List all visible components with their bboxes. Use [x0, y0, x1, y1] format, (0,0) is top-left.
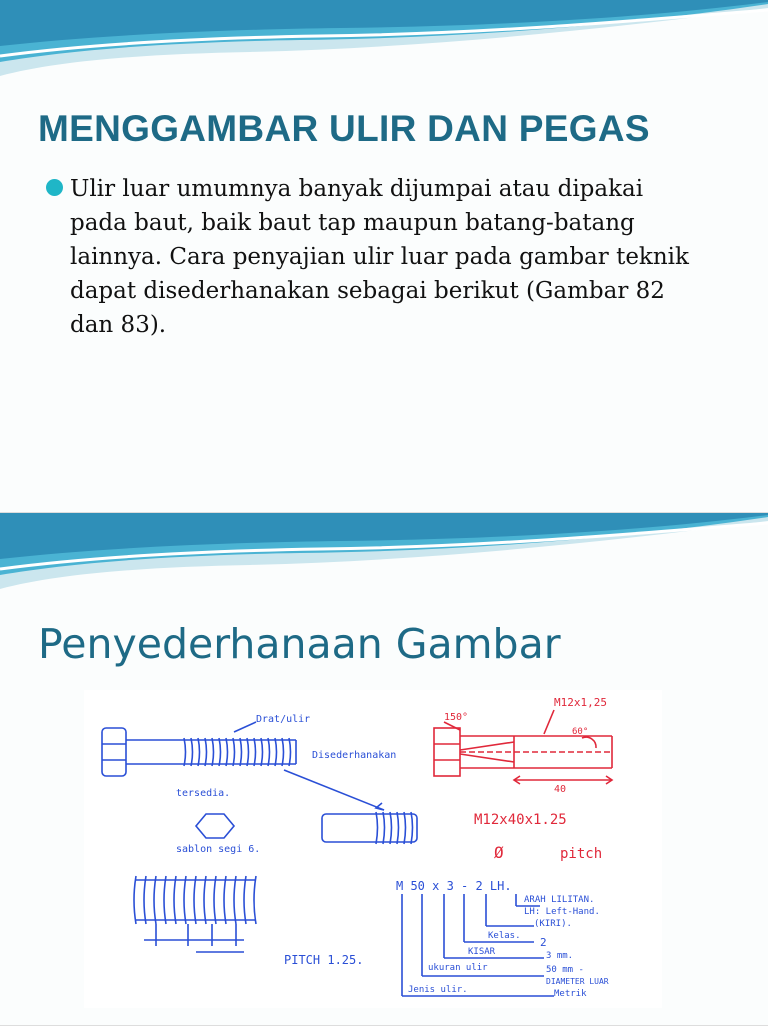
bullet-line-3: lainnya. Cara penyajian ulir luar pada gambar teknik	[70, 244, 689, 270]
dim-40: 40	[554, 784, 567, 795]
ukuran-value-2: DIAMETER LUAR	[546, 977, 609, 986]
dim-60: 60°	[572, 727, 589, 737]
arah-line-3: (KIRI).	[534, 919, 572, 929]
thread-code: M 50 x 3 - 2 LH.	[396, 879, 512, 893]
bullet-line-1: Ulir luar umumnya banyak dijumpai atau dipakai	[70, 176, 644, 202]
label-phi: Ø	[494, 843, 504, 862]
header-wave-decoration	[0, 513, 768, 603]
jenis-value: Metrik	[554, 989, 587, 999]
bullet-dot-icon	[46, 179, 63, 196]
label-jenis: Jenis ulir.	[408, 985, 468, 995]
bolt-drawing	[102, 722, 384, 810]
label-drat: Drat/ulir	[256, 714, 311, 725]
thread-sketch-figure	[84, 690, 662, 1008]
pitch-note: PITCH 1.25.	[284, 953, 364, 967]
bolt-spec: M12x40x1.25	[474, 812, 567, 828]
slide-title: MENGGAMBAR ULIR DAN PEGAS	[38, 108, 650, 149]
bullet-line-5: dan 83).	[70, 312, 167, 338]
label-ukuran: ukuran ulir	[428, 963, 488, 973]
bullet-line-4: dapat disederhanakan sebagai berikut (Gambar 82	[70, 278, 665, 304]
hexagon-nut-drawing	[196, 814, 234, 838]
label-tersedia: tersedia.	[176, 788, 231, 799]
threaded-rod-drawing	[322, 812, 417, 844]
bullet-line-2: pada baut, baik baut tap maupun batang-batang	[70, 210, 635, 236]
dim-150: 150°	[444, 712, 469, 723]
label-kelas: Kelas.	[488, 931, 521, 941]
slide-2-title: Penyederhanaan Gambar	[38, 620, 561, 668]
arah-line-2: LH: Left-Hand.	[524, 907, 600, 917]
ukuran-value: 50 mm -	[546, 965, 584, 975]
kisar-value: 3 mm.	[546, 951, 574, 961]
arah-line-1: ARAH LILITAN.	[524, 895, 595, 905]
dim-m12: M12x1,25	[554, 696, 607, 709]
label-disederhanakan: Disederhanakan	[312, 750, 397, 761]
kelas-value: 2	[540, 936, 547, 949]
label-sablon: sablon segi 6.	[176, 844, 261, 855]
label-kisar: KISAR	[468, 947, 496, 957]
thread-pitch-drawing	[134, 876, 256, 952]
bullet-item	[46, 172, 746, 342]
header-wave-decoration	[0, 0, 768, 90]
label-pitch: pitch	[560, 846, 603, 862]
